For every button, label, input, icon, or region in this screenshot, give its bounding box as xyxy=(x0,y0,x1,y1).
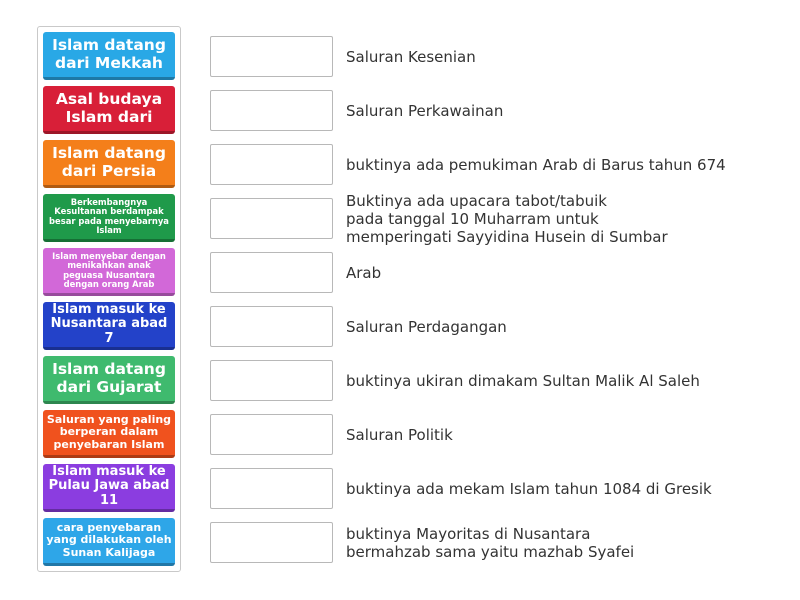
answer-text-5: Arab xyxy=(346,263,382,282)
draggable-tile-5[interactable] xyxy=(43,248,175,296)
tile-label: Islam masuk ke Pulau Jawa abad 11 xyxy=(48,464,170,508)
draggable-tile-1[interactable] xyxy=(43,32,175,80)
draggable-tile-8[interactable] xyxy=(43,410,175,458)
drop-slot-6[interactable] xyxy=(210,306,333,347)
tile-label: Islam menyebar dengan menikahkan anak peguasa Nusantara dengan orang Arab xyxy=(52,251,166,289)
answer-text-10: buktinya Mayoritas di Nusantara bermahzab sama yaitu mazhab Syafei xyxy=(346,524,635,561)
answer-text-4: Buktinya ada upacara tabot/tabuik pada tanggal 10 Muharram untuk memperingati Sayyidina Husein di Sumbar xyxy=(346,191,668,246)
tile-label: Islam datang dari Persia xyxy=(52,144,166,180)
drop-slot-4[interactable] xyxy=(210,198,333,239)
tile-label: cara penyebaran yang dilakukan oleh Sunan Kalijaga xyxy=(46,521,172,559)
draggable-tile-4[interactable] xyxy=(43,194,175,242)
draggable-tile-9[interactable] xyxy=(43,464,175,512)
draggable-tile-2[interactable] xyxy=(43,86,175,134)
drop-slot-7[interactable] xyxy=(210,360,333,401)
answer-text-7: buktinya ukiran dimakam Sultan Malik Al Saleh xyxy=(346,371,700,390)
drop-slot-9[interactable] xyxy=(210,468,333,509)
draggable-tile-7[interactable] xyxy=(43,356,175,404)
tile-label: Berkembangnya Kesultanan berdampak besar pada menyebarnya Islam xyxy=(49,197,169,235)
tile-label: Islam masuk ke Nusantara abad 7 xyxy=(50,302,168,346)
answer-text-3: buktinya ada pemukiman Arab di Barus tahun 674 xyxy=(346,155,726,174)
answer-text-6: Saluran Perdagangan xyxy=(346,317,507,336)
drop-slot-2[interactable] xyxy=(210,90,333,131)
drop-slot-8[interactable] xyxy=(210,414,333,455)
answer-text-8: Saluran Politik xyxy=(346,425,453,444)
drop-slot-3[interactable] xyxy=(210,144,333,185)
tile-label: Islam datang dari Mekkah xyxy=(52,36,166,72)
drop-slot-10[interactable] xyxy=(210,522,333,563)
answer-text-2: Saluran Perkawainan xyxy=(346,101,504,120)
tile-label: Saluran yang paling berperan dalam penyebaran Islam xyxy=(46,413,172,451)
tile-label: Asal budaya Islam dari xyxy=(55,90,163,126)
answer-text-1: Saluran Kesenian xyxy=(346,47,476,66)
tile-label: Islam datang dari Gujarat xyxy=(52,360,166,396)
draggable-tile-3[interactable] xyxy=(43,140,175,188)
drop-slot-5[interactable] xyxy=(210,252,333,293)
drop-slot-1[interactable] xyxy=(210,36,333,77)
draggable-tile-6[interactable] xyxy=(43,302,175,350)
draggable-tile-10[interactable] xyxy=(43,518,175,566)
answer-text-9: buktinya ada mekam Islam tahun 1084 di Gresik xyxy=(346,479,712,498)
